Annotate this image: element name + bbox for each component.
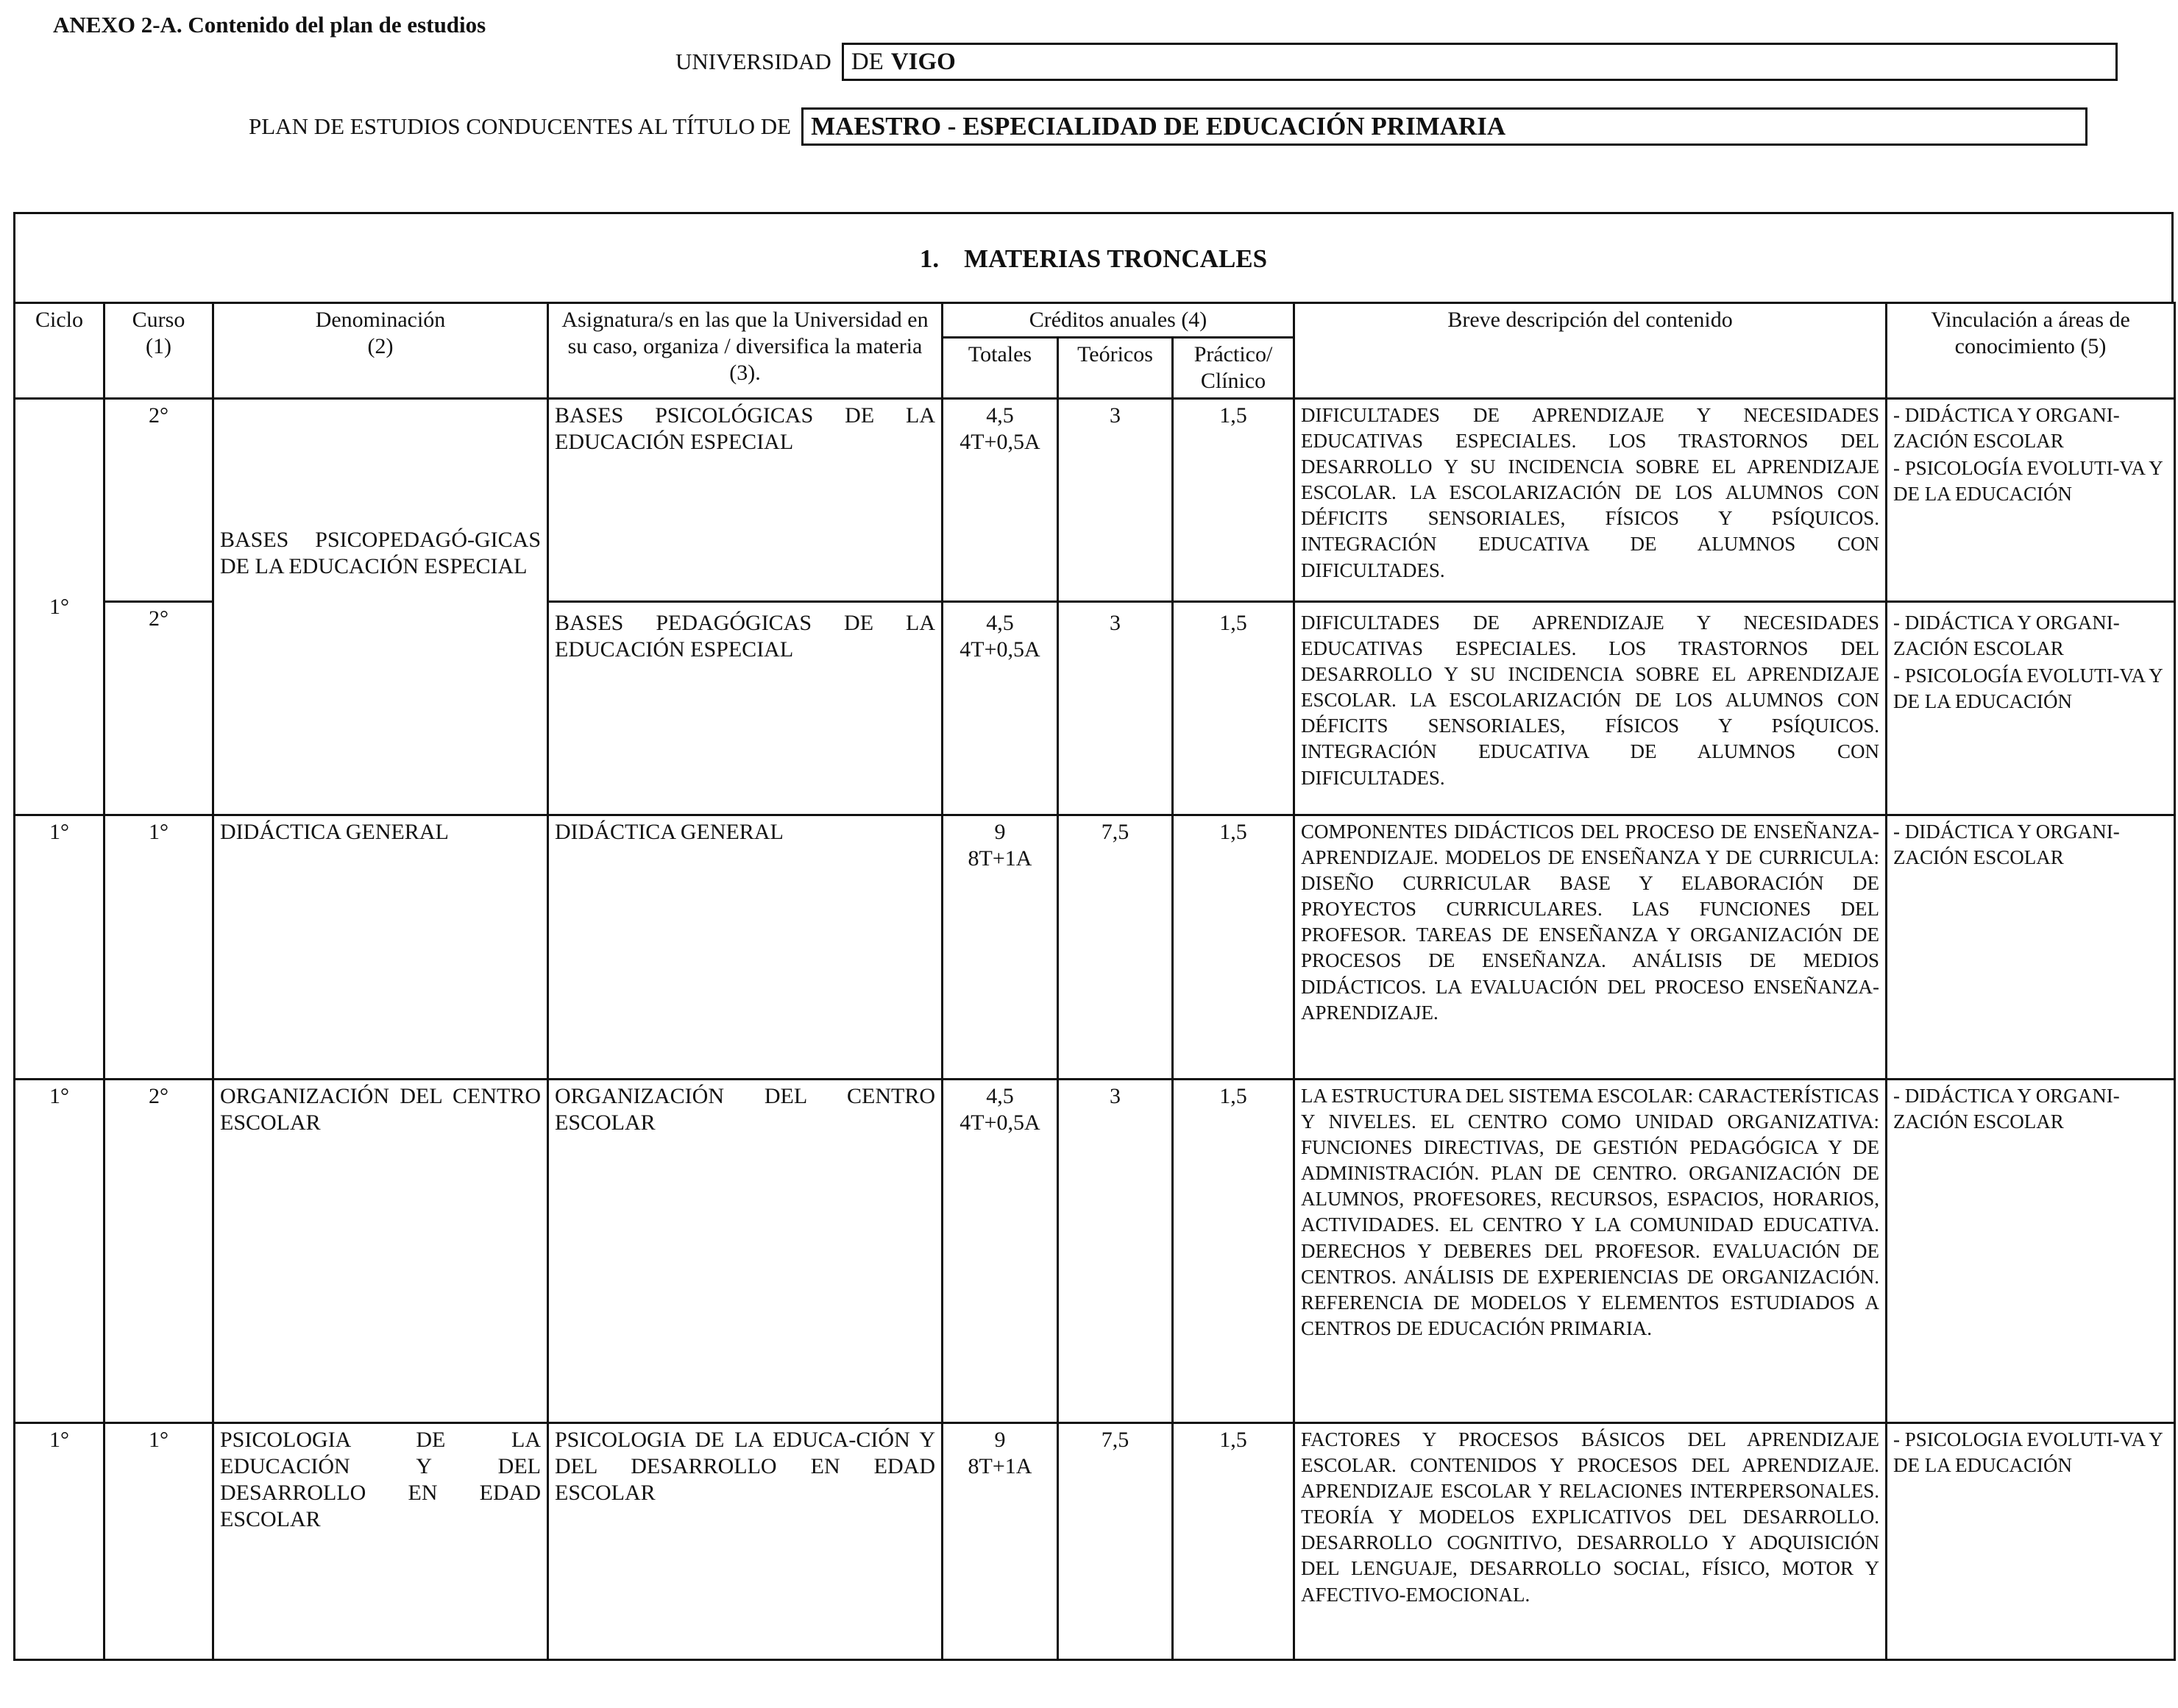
university-prefix: DE: [851, 48, 884, 75]
table-row: [15, 399, 2175, 602]
cell-asignatura: PSICOLOGIA DE LA EDUCA-CIÓN Y DEL DESARROLLO EN EDAD ESCOLAR: [548, 1423, 943, 1660]
plan-title: MAESTRO - ESPECIALIDAD DE EDUCACIÓN PRIMARIA: [811, 112, 1506, 141]
plan-title-field: [801, 107, 2087, 146]
cell-teoricos: 7,5: [1058, 815, 1173, 1080]
cell-asignatura: DIDÁCTICA GENERAL: [548, 815, 943, 1080]
cell-ciclo: 1°: [15, 815, 104, 1080]
cell-ciclo: 1°: [15, 399, 104, 815]
cell-teoricos: 7,5: [1058, 1423, 1173, 1660]
cell-curso: 2°: [104, 399, 213, 602]
cell-asignatura: ORGANIZACIÓN DEL CENTRO ESCOLAR: [548, 1080, 943, 1423]
cell-curso: 1°: [104, 815, 213, 1080]
annex-title: ANEXO 2-A. Contenido del plan de estudios: [53, 12, 486, 38]
university-row: [675, 43, 2118, 81]
university-field: [842, 43, 2118, 81]
col-header-creditos: Créditos anuales (4): [943, 303, 1294, 338]
cell-areas: - PSICOLOGIA EVOLUTI-VA Y DE LA EDUCACIÓN: [1887, 1423, 2175, 1660]
cell-areas: - DIDÁCTICA Y ORGANI-ZACIÓN ESCOLAR: [1887, 1080, 2175, 1423]
col-header-vinculacion: Vinculación a áreas de conocimiento (5): [1887, 303, 2175, 399]
subjects-table: [13, 302, 2176, 1661]
table-row: [15, 1423, 2175, 1660]
cell-areas: - DIDÁCTICA Y ORGANI-ZACIÓN ESCOLAR - PSICOLOGÍA EVOLUTI-VA Y DE LA EDUCACIÓN: [1887, 602, 2175, 815]
cell-descripcion: DIFICULTADES DE APRENDIZAJE Y NECESIDADES EDUCATIVAS ESPECIALES. LOS TRASTORNOS DEL DESARROLLO Y SU INCIDENCIA SOBRE EL APRENDIZAJE ESCOLAR. LA ESCOLARIZACIÓN DE LOS ALUMNOS CON DÉFICITS SENSORIALES, FÍSICOS Y PSÍQUICOS. INTEGRACIÓN EDUCATIVA DE ALUMNOS CON DIFICULTADES.: [1294, 399, 1887, 602]
cell-practico: 1,5: [1173, 399, 1294, 602]
cell-areas: - DIDÁCTICA Y ORGANI-ZACIÓN ESCOLAR - PSICOLOGÍA EVOLUTI-VA Y DE LA EDUCACIÓN: [1887, 399, 2175, 602]
cell-teoricos: 3: [1058, 1080, 1173, 1423]
col-header-practico: Práctico/ Clínico: [1173, 338, 1294, 399]
cell-descripcion: COMPONENTES DIDÁCTICOS DEL PROCESO DE ENSEÑANZA-APRENDIZAJE. MODELOS DE ENSEÑANZA Y DE CURRICULA: DISEÑO CURRICULAR BASE Y ELABORACIÓN DE PROYECTOS CURRICULARES. LAS FUNCIONES DEL PROFESOR. TAREAS DE ENSEÑANZA Y ORGANIZACIÓN DE PROCESOS DE ENSEÑANZA. ANÁLISIS DE MEDIOS DIDÁCTICOS. LA EVALUACIÓN DEL PROCESO ENSEÑANZA-APRENDIZAJE.: [1294, 815, 1887, 1080]
table-row: [15, 815, 2175, 1080]
cell-descripcion: DIFICULTADES DE APRENDIZAJE Y NECESIDADES EDUCATIVAS ESPECIALES. LOS TRASTORNOS DEL DESARROLLO Y SU INCIDENCIA SOBRE EL APRENDIZAJE ESCOLAR. LA ESCOLARIZACIÓN DE LOS ALUMNOS CON DÉFICITS SENSORIALES, FÍSICOS Y PSÍQUICOS. INTEGRACIÓN EDUCATIVA DE ALUMNOS CON DIFICULTADES.: [1294, 602, 1887, 815]
col-header-asignatura: Asignatura/s en las que la Universidad en su caso, organiza / diversifica la materia (3).: [548, 303, 943, 399]
section-number: 1.: [919, 244, 940, 273]
table-row: [15, 1080, 2175, 1423]
cell-denominacion: BASES PSICOPEDAGÓ-GICAS DE LA EDUCACIÓN ESPECIAL: [213, 399, 548, 815]
cell-practico: 1,5: [1173, 602, 1294, 815]
cell-practico: 1,5: [1173, 815, 1294, 1080]
col-header-teoricos: Teóricos: [1058, 338, 1173, 399]
cell-totales: 9 8T+1A: [943, 815, 1058, 1080]
plan-row: [249, 107, 2087, 146]
university-name: VIGO: [890, 48, 956, 75]
university-label: UNIVERSIDAD: [675, 49, 831, 74]
cell-teoricos: 3: [1058, 602, 1173, 815]
plan-label: PLAN DE ESTUDIOS CONDUCENTES AL TÍTULO DE: [249, 113, 792, 139]
table-header-row: [15, 303, 2175, 338]
cell-curso: 2°: [104, 1080, 213, 1423]
cell-totales: 4,5 4T+0,5A: [943, 1080, 1058, 1423]
cell-ciclo: 1°: [15, 1423, 104, 1660]
cell-totales: 4,5 4T+0,5A: [943, 399, 1058, 602]
cell-teoricos: 3: [1058, 399, 1173, 602]
cell-denominacion: DIDÁCTICA GENERAL: [213, 815, 548, 1080]
cell-totales: 4,5 4T+0,5A: [943, 602, 1058, 815]
col-header-totales: Totales: [943, 338, 1058, 399]
col-header-descripcion: Breve descripción del contenido: [1294, 303, 1887, 399]
cell-practico: 1,5: [1173, 1080, 1294, 1423]
cell-denominacion: PSICOLOGIA DE LA EDUCACIÓN Y DEL DESARROLLO EN EDAD ESCOLAR: [213, 1423, 548, 1660]
section-heading: [13, 212, 2174, 303]
cell-curso: 1°: [104, 1423, 213, 1660]
cell-asignatura: BASES PEDAGÓGICAS DE LA EDUCACIÓN ESPECIAL: [548, 602, 943, 815]
col-header-denominacion: Denominación (2): [213, 303, 548, 399]
cell-descripcion: LA ESTRUCTURA DEL SISTEMA ESCOLAR: CARACTERÍSTICAS Y NIVELES. EL CENTRO COMO UNIDAD ORGANIZATIVA: FUNCIONES DIRECTIVAS, DE GESTIÓN PEDAGÓGICA Y DE ADMINISTRACIÓN. PLAN DE CENTRO. ORGANIZACIÓN DE ALUMNOS, PROFESORES, RECURSOS, ESPACIOS, HORARIOS, ACTIVIDADES. EL CENTRO Y LA COMUNIDAD EDUCATIVA. DERECHOS Y DEBERES DEL PROFESOR. EVALUACIÓN DE CENTROS. ANÁLISIS DE EXPERIENCIAS DE ORGANIZACIÓN. REFERENCIA DE MODELOS Y ELEMENTOS ESTUDIADOS A CENTROS DE EDUCACIÓN PRIMARIA.: [1294, 1080, 1887, 1423]
cell-ciclo: 1°: [15, 1080, 104, 1423]
cell-practico: 1,5: [1173, 1423, 1294, 1660]
section-title: MATERIAS TRONCALES: [964, 244, 1268, 273]
col-header-ciclo: Ciclo: [15, 303, 104, 399]
col-header-curso: Curso (1): [104, 303, 213, 399]
cell-totales: 9 8T+1A: [943, 1423, 1058, 1660]
cell-descripcion: FACTORES Y PROCESOS BÁSICOS DEL APRENDIZAJE ESCOLAR. CONTENIDOS Y PROCESOS DEL APRENDIZAJE. APRENDIZAJE ESCOLAR Y RELACIONES INTERPERSONALES. TEORÍA Y MODELOS EXPLICATIVOS DEL DESARROLLO. DESARROLLO COGNITIVO, DESARROLLO Y ADQUISICIÓN DEL LENGUAJE, DESARROLLO SOCIAL, FÍSICO, MOTOR Y AFECTIVO-EMOCIONAL.: [1294, 1423, 1887, 1660]
cell-denominacion: ORGANIZACIÓN DEL CENTRO ESCOLAR: [213, 1080, 548, 1423]
cell-asignatura: BASES PSICOLÓGICAS DE LA EDUCACIÓN ESPECIAL: [548, 399, 943, 602]
cell-curso: 2°: [104, 602, 213, 815]
cell-areas: - DIDÁCTICA Y ORGANI-ZACIÓN ESCOLAR: [1887, 815, 2175, 1080]
